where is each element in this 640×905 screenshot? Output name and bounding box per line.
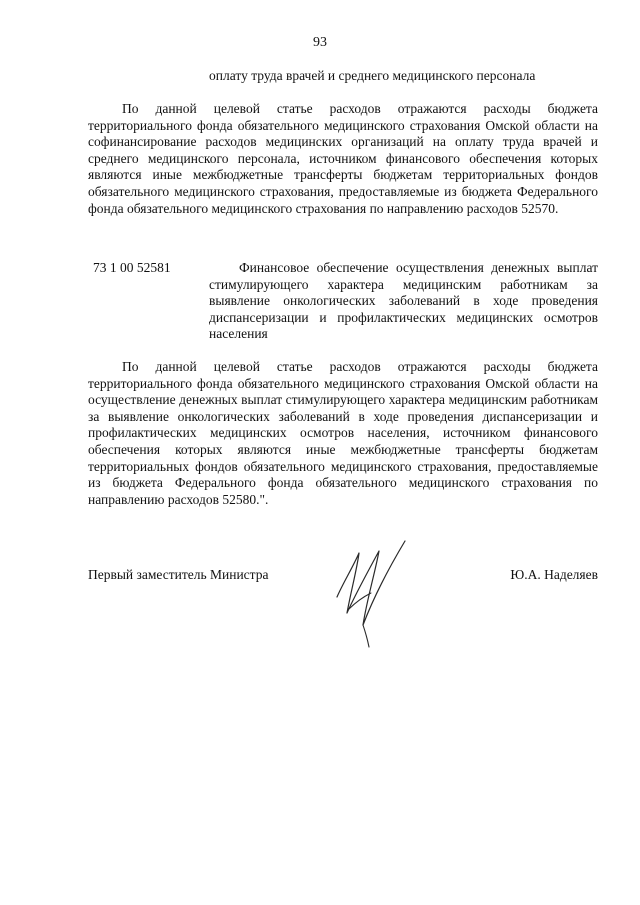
signature-block [88, 567, 598, 657]
paragraph-2: По данной целевой статье расходов отражаются расходы бюджета территориального фонда обязательного медицинского страхования Омской области на осуществление денежных выплат стимулирующего характера медицинским работникам за выявление онкологических заболеваний в ходе проведения диспансеризации и профилактических медицинских осмотров населения, источником финансового обеспечения которых являются иные межбюджетные трансферты бюджетам территориальных фондов обязательного медицинского страхования, предоставляемые из бюджета Федерального фонда обязательного медицинского страхования по направлению расходов 52580.". [88, 359, 598, 507]
budget-code: 73 1 00 52581 [93, 260, 171, 275]
signer-position: Первый заместитель Министра [88, 567, 269, 582]
budget-code-description: Финансовое обеспечение осуществления денежных выплат стимулирующего характера медицинским работникам за выявление онкологических заболеваний в ходе проведения диспансеризации и профилактических медицинских осмотров населения [209, 260, 598, 342]
page-number: 93 [313, 35, 327, 50]
signer-name: Ю.А. Наделяев [510, 567, 598, 582]
handwritten-signature [333, 539, 423, 649]
paragraph-1: По данной целевой статье расходов отражаются расходы бюджета территориального фонда обязательного медицинского страхования Омской области на софинансирование расходов медицинских организаций на оплату труда врачей и среднего медицинского персонала, источником финансового обеспечения которых являются иные межбюджетные трансферты бюджетам территориальных фондов обязательного медицинского страхования, предоставляемые из бюджета Федерального фонда обязательного медицинского страхования по направлению расходов 52570. [88, 101, 598, 216]
continued-text-line: оплату труда врачей и среднего медицинского персонала [209, 68, 536, 83]
